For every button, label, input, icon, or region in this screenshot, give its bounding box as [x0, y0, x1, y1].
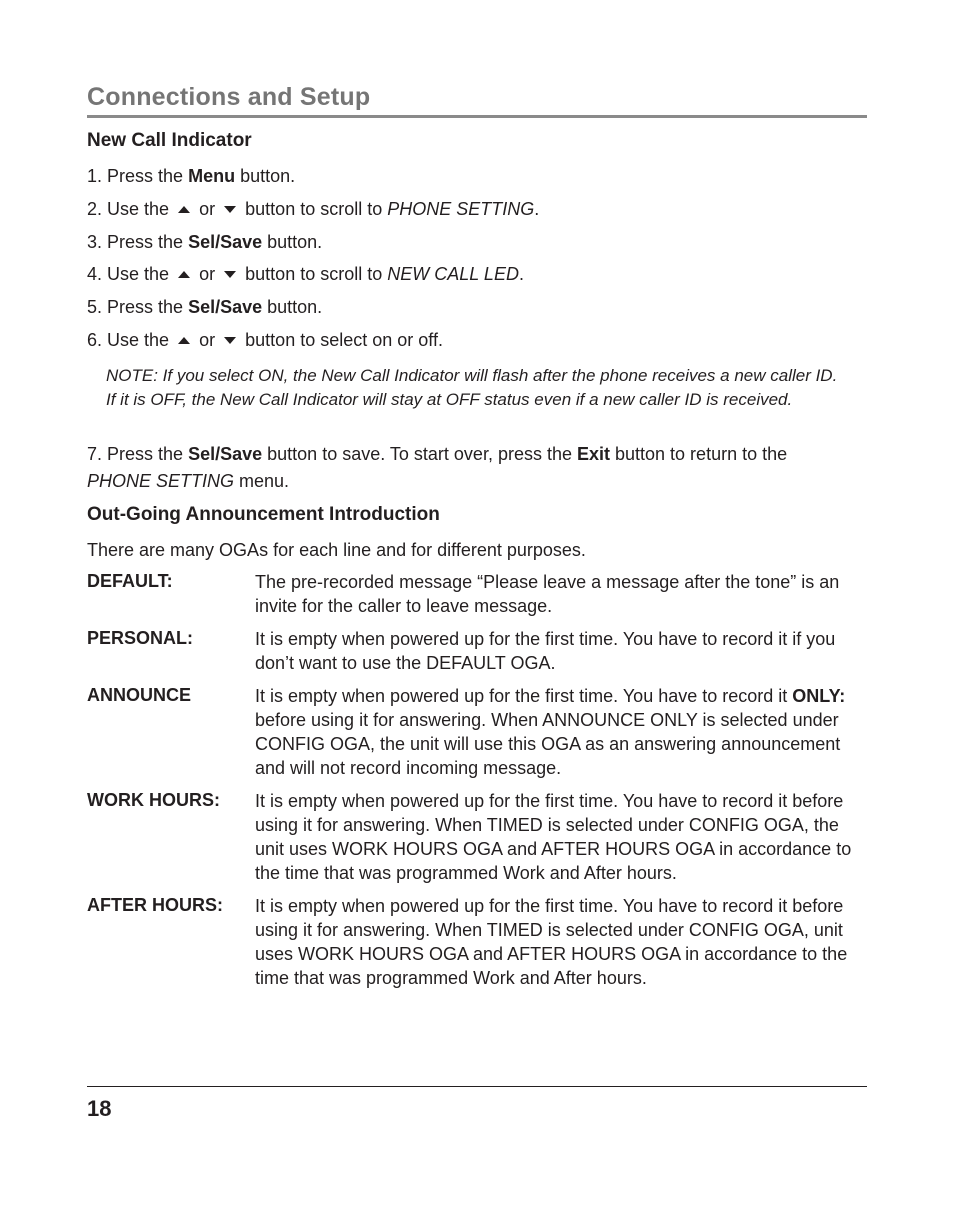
up-arrow-icon — [178, 206, 190, 213]
term-announce: ANNOUNCE — [87, 685, 192, 705]
desc-work-hours: It is empty when powered up for the first time. You have to record it before using it for answering. When TIMED is selected under CONFIG OGA, the unit uses WORK HOURS OGA and AFTER HOURS OGA in accordance to the time that was programmed Work and After hours. — [255, 791, 852, 883]
term-personal: PERSONAL: — [87, 628, 194, 648]
step-2: 2. Use the or button to scroll to PHONE SETTING. — [87, 199, 540, 219]
up-arrow-icon — [178, 337, 190, 344]
oga-intro: There are many OGAs for each line and for different purposes. — [87, 540, 586, 560]
desc-default: The pre-recorded message “Please leave a message after the tone” is an invite for the caller to leave message. — [255, 572, 840, 616]
step-4: 4. Use the or button to scroll to NEW CALL LED. — [87, 264, 524, 284]
step-6: 6. Use the or button to select on or off. — [87, 330, 443, 350]
note-text: NOTE: If you select ON, the New Call Indicator will flash after the phone receives a new caller ID. If it is OFF, the New Call Indicator will stay at OFF status even if a new caller ID is received. — [106, 366, 838, 409]
oga-heading: Out-Going Announcement Introduction — [87, 504, 440, 525]
down-arrow-icon — [224, 271, 236, 278]
desc-personal: It is empty when powered up for the first time. You have to record it if you don’t want to use the DEFAULT OGA. — [255, 629, 836, 673]
page-number: 18 — [87, 1096, 112, 1121]
footer-divider — [87, 1086, 867, 1087]
page-title: Connections and Setup — [87, 83, 371, 111]
title-divider — [87, 115, 867, 118]
new-call-indicator-heading: New Call Indicator — [87, 130, 252, 151]
step-5: 5. Press the Sel/Save button. — [87, 297, 323, 317]
down-arrow-icon — [224, 206, 236, 213]
term-after-hours: AFTER HOURS: — [87, 895, 223, 915]
term-default: DEFAULT: — [87, 571, 173, 591]
down-arrow-icon — [224, 337, 236, 344]
term-work-hours: WORK HOURS: — [87, 790, 220, 810]
step-1: 1. Press the Menu button. — [87, 166, 296, 186]
up-arrow-icon — [178, 271, 190, 278]
step-7: 7. Press the Sel/Save button to save. To start over, press the Exit button to return to the PHONE SETTING menu. — [87, 444, 788, 491]
desc-announce: It is empty when powered up for the first time. You have to record it ONLY: before using it for answering. When ANNOUNCE ONLY is selected under CONFIG OGA, the unit will use this OGA as an answering announcement and will not record incoming message. — [255, 686, 846, 778]
desc-after-hours: It is empty when powered up for the first time. You have to record it before using it for answering. When TIMED is selected under CONFIG OGA, unit uses WORK HOURS OGA and AFTER HOURS OGA in accordance to the time that was programmed Work and After hours. — [255, 896, 848, 988]
step-3: 3. Press the Sel/Save button. — [87, 232, 323, 252]
